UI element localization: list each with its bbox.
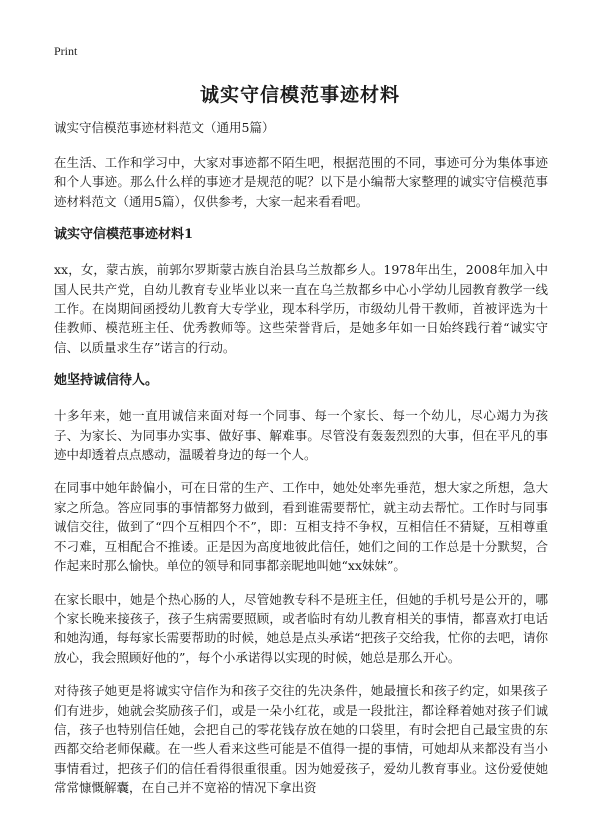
section1-paragraph: xx，女，蒙古族，前郭尔罗斯蒙古族自治县乌兰敖都乡人。1978年出生，2008年加入中国人民共产党，自幼儿教育专业毕业以来一直在乌兰敖都乡中心小学幼儿园教育教学一线工作。在岗期间函授幼儿教育大专学业，现本科学历，市级幼儿骨干教师，首被评选为十佳教师、模范班主任、优秀教师等。这些荣誉背后，是她多年如一日始终践行着“诚实守信、以质量求生存”诺言的行动。	[54, 262, 548, 355]
document-subtitle: 诚实守信模范事迹材料范文（通用5篇）	[54, 120, 275, 135]
print-label[interactable]: Print	[54, 44, 78, 58]
section2-paragraph-2: 在同事中她年龄偏小，可在日常的生产、工作中，她处处率先垂范，想大家之所想，急大家之所急。答应同事的事情都努力做到，看到谁需要帮忙，就主动去帮忙。工作时与同事诚信交往，做到了“四个互相四个不”，即：互相支持不争权，互相信任不猜疑，互相尊重不刁难，互相配合不推诿。正是因为高度地彼此信任，她们之间的工作总是十分默契，合作起来时那么愉快。单位的领导和同事都亲昵地叫她“xx妹妹”。	[54, 480, 548, 574]
section-heading-2: 她坚持诚信待人。	[54, 373, 159, 389]
section2-paragraph-1: 十多年来，她一直用诚信来面对每一个同事、每一个家长、每一个幼儿，尽心竭力为孩子、为家长、为同事办实事、做好事、解难事。尽管没有轰轰烈烈的大事，但在平凡的事迹中却透着点点感动，温暖着身边的每一个人。	[54, 408, 548, 463]
intro-paragraph: 在生活、工作和学习中，大家对事迹都不陌生吧，根据范围的不同，事迹可分为集体事迹和个人事迹。那么什么样的事迹才是规范的呢？以下是小编帮大家整理的诚实守信模范事迹材料范文（通用5篇），仅供参考，大家一起来看看吧。	[54, 155, 548, 209]
document-body	[54, 118, 548, 812]
document-title: 诚实守信模范事迹材料	[199, 84, 400, 106]
section2-paragraph-4: 对待孩子她更是将诚实守信作为和孩子交往的先决条件，她最擅长和孩子约定，如果孩子们有进步，她就会奖励孩子们，或是一朵小红花，或是一段批注，都诠释着她对孩子们诚信，孩子也特别信任她，会把自己的零花钱存放在她的口袋里，有时会把自己最宝贵的东西都交给老师保藏。在一些人看来这些可能是不值得一提的事情，可她却从来都没有当小事情看过，把孩子们的信任看得很重很重。因为她爱孩子，爱幼儿教育事业。这份爱使她常常慷慨解囊，在自己并不宽裕的情况下拿出资	[54, 683, 548, 796]
section-heading-1: 诚实守信模范事迹材料1	[54, 227, 194, 243]
section2-paragraph-3: 在家长眼中，她是个热心肠的人，尽管她教专科不是班主任，但她的手机号是公开的，哪个家长晚来接孩子，孩子生病需要照顾，或者临时有幼儿教育相关的事情，都喜欢打电话和她沟通，每每家长需要帮助的时候，她总是点头承诺“把孩子交给我，忙你的去吧，请你放心，我会照顾好他的”，每个小承诺得以实现的时候，她总是那么开心。	[54, 591, 548, 665]
